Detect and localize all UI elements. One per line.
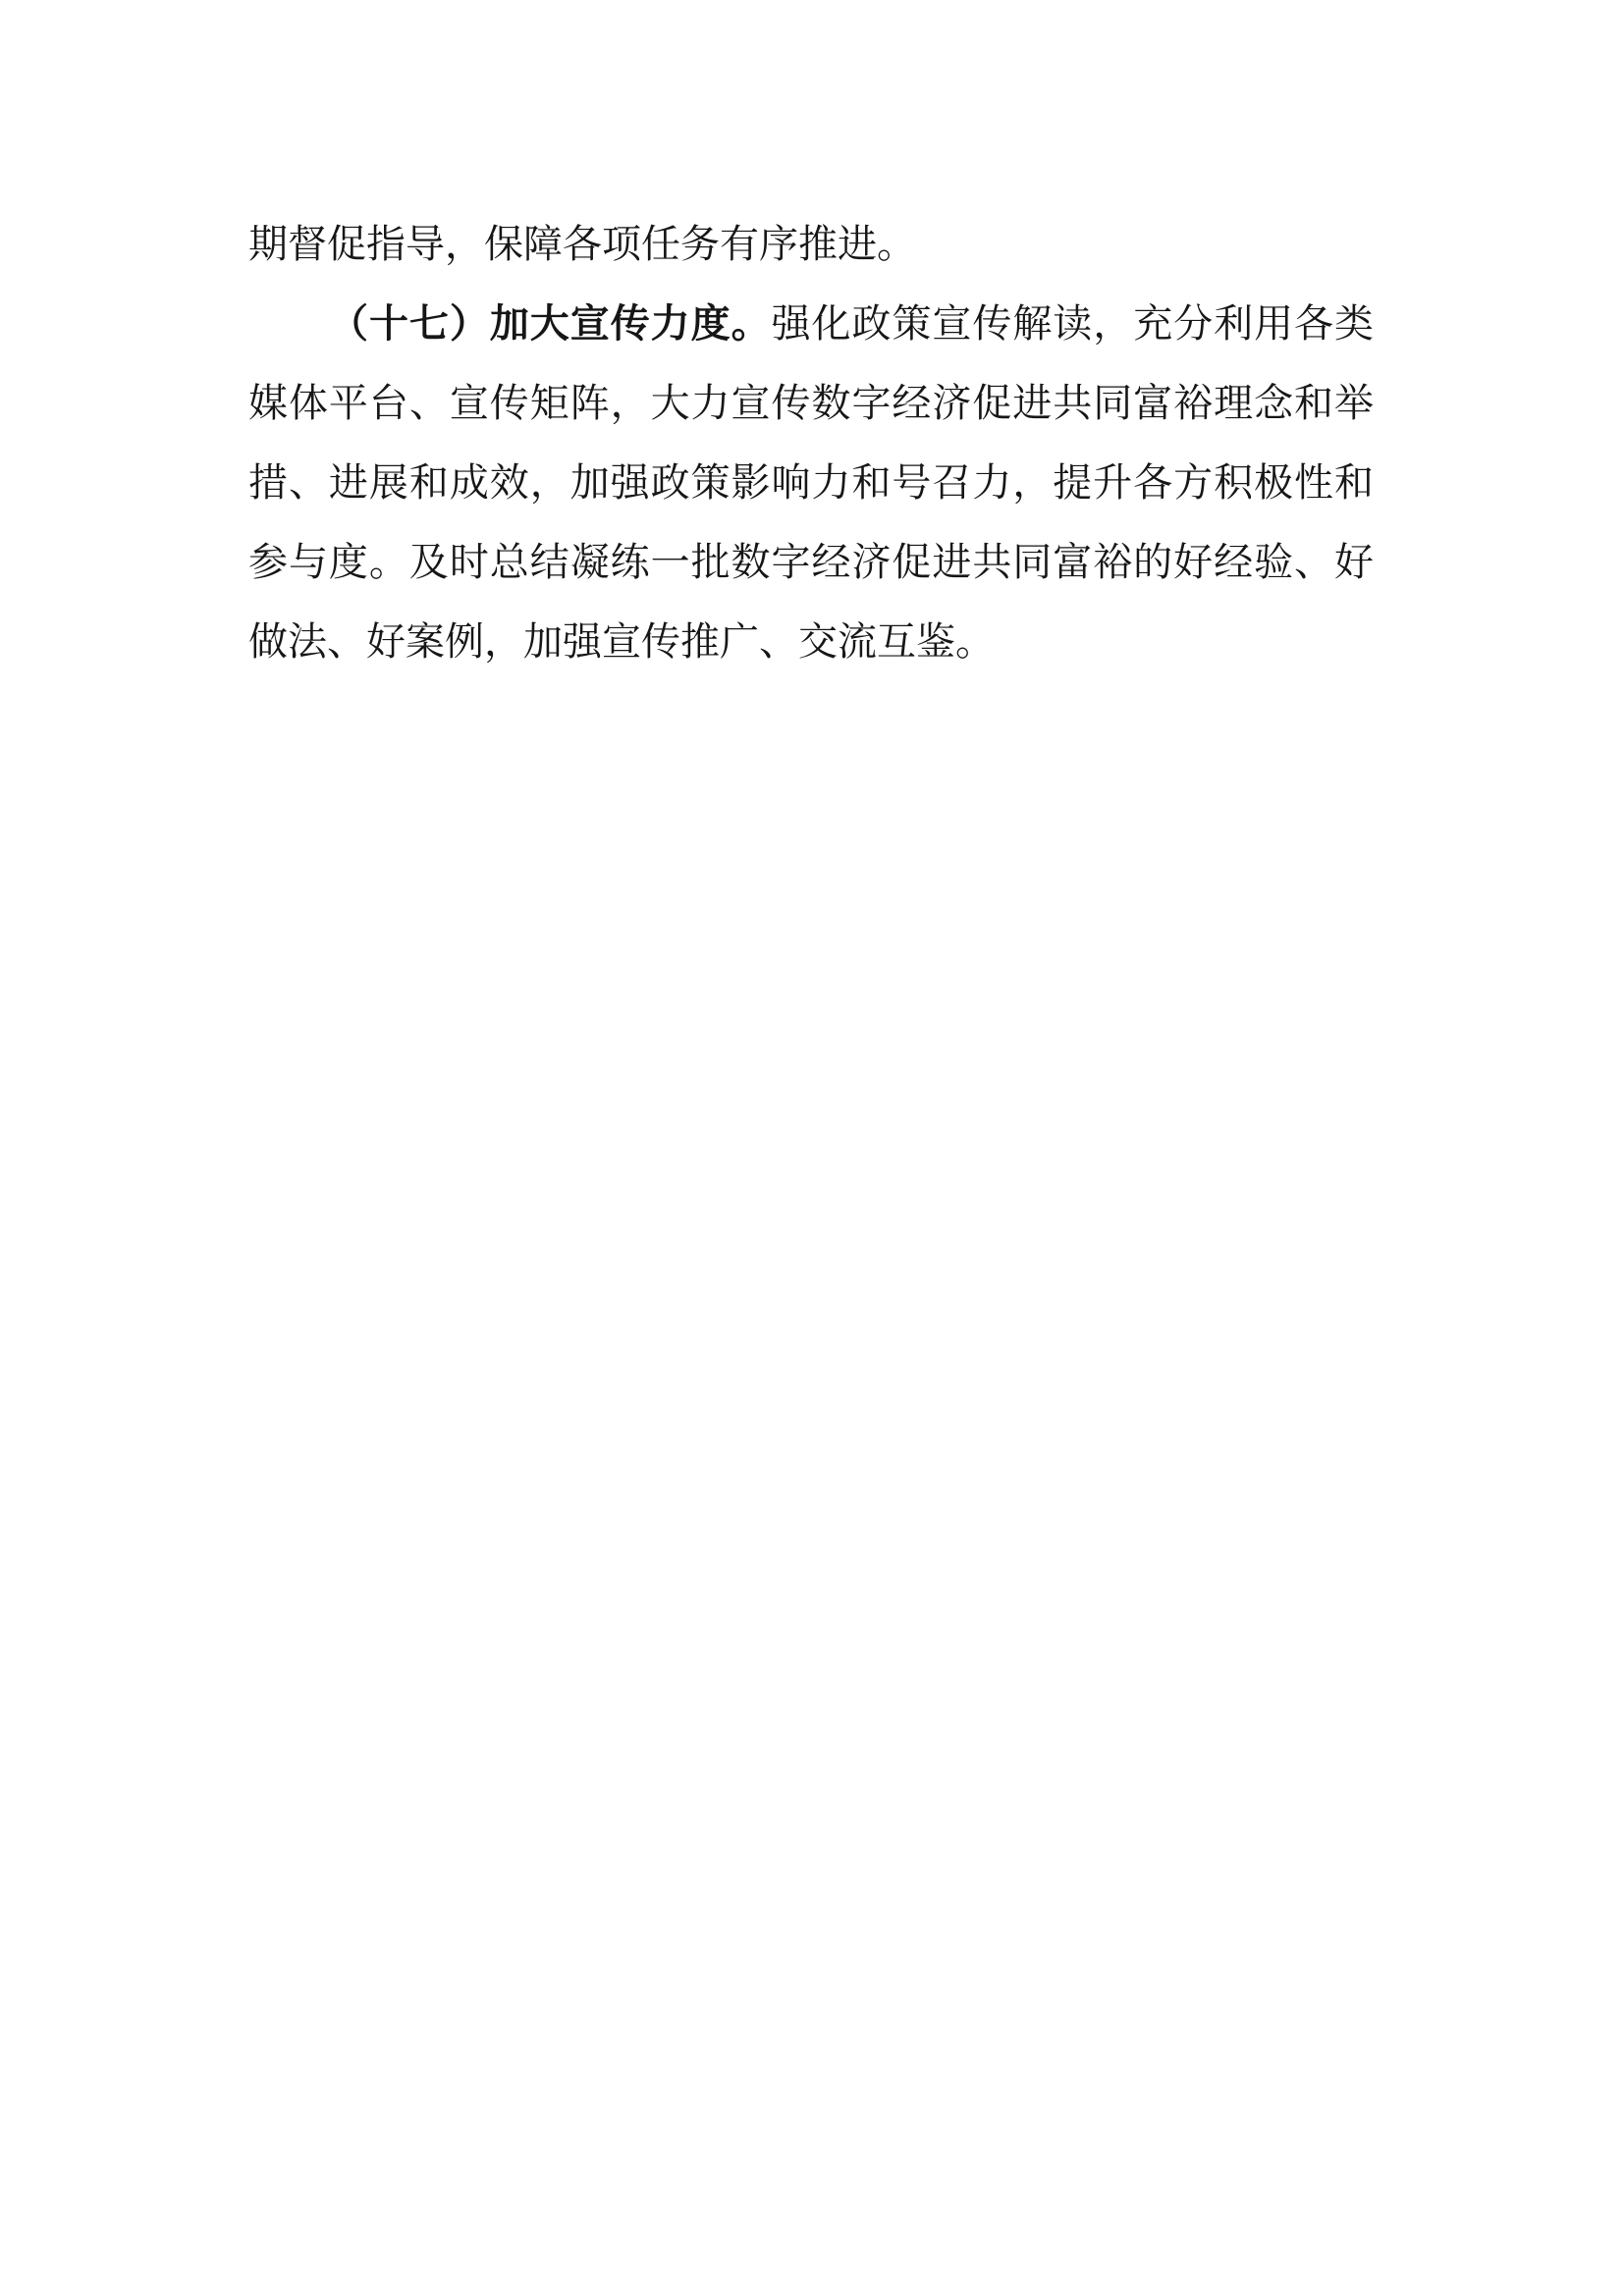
text-line [248,522,1374,602]
text-segment: 参与度。及时总结凝练一批数字经济促进共同富裕的好经验、好 [248,540,1374,584]
text-segment: 媒体平台、宣传矩阵，大力宣传数字经济促进共同富裕理念和举 [248,381,1374,425]
text-segment: 期督促指导，保障各项任务有序推进。 [248,222,916,266]
text-segment: 做法、好案例，加强宣传推广、交流互鉴。 [248,619,995,664]
text-line [248,443,1374,522]
section-heading: （十七）加大宣传力度。 [329,301,772,346]
text-line [248,602,1374,681]
text-line [248,204,1374,284]
text-line [248,284,1374,363]
text-block [248,204,1374,681]
text-segment: 强化政策宣传解读，充分利用各类 [771,301,1374,346]
text-segment: 措、进展和成效，加强政策影响力和号召力，提升各方积极性和 [248,460,1374,505]
text-line [248,363,1374,443]
